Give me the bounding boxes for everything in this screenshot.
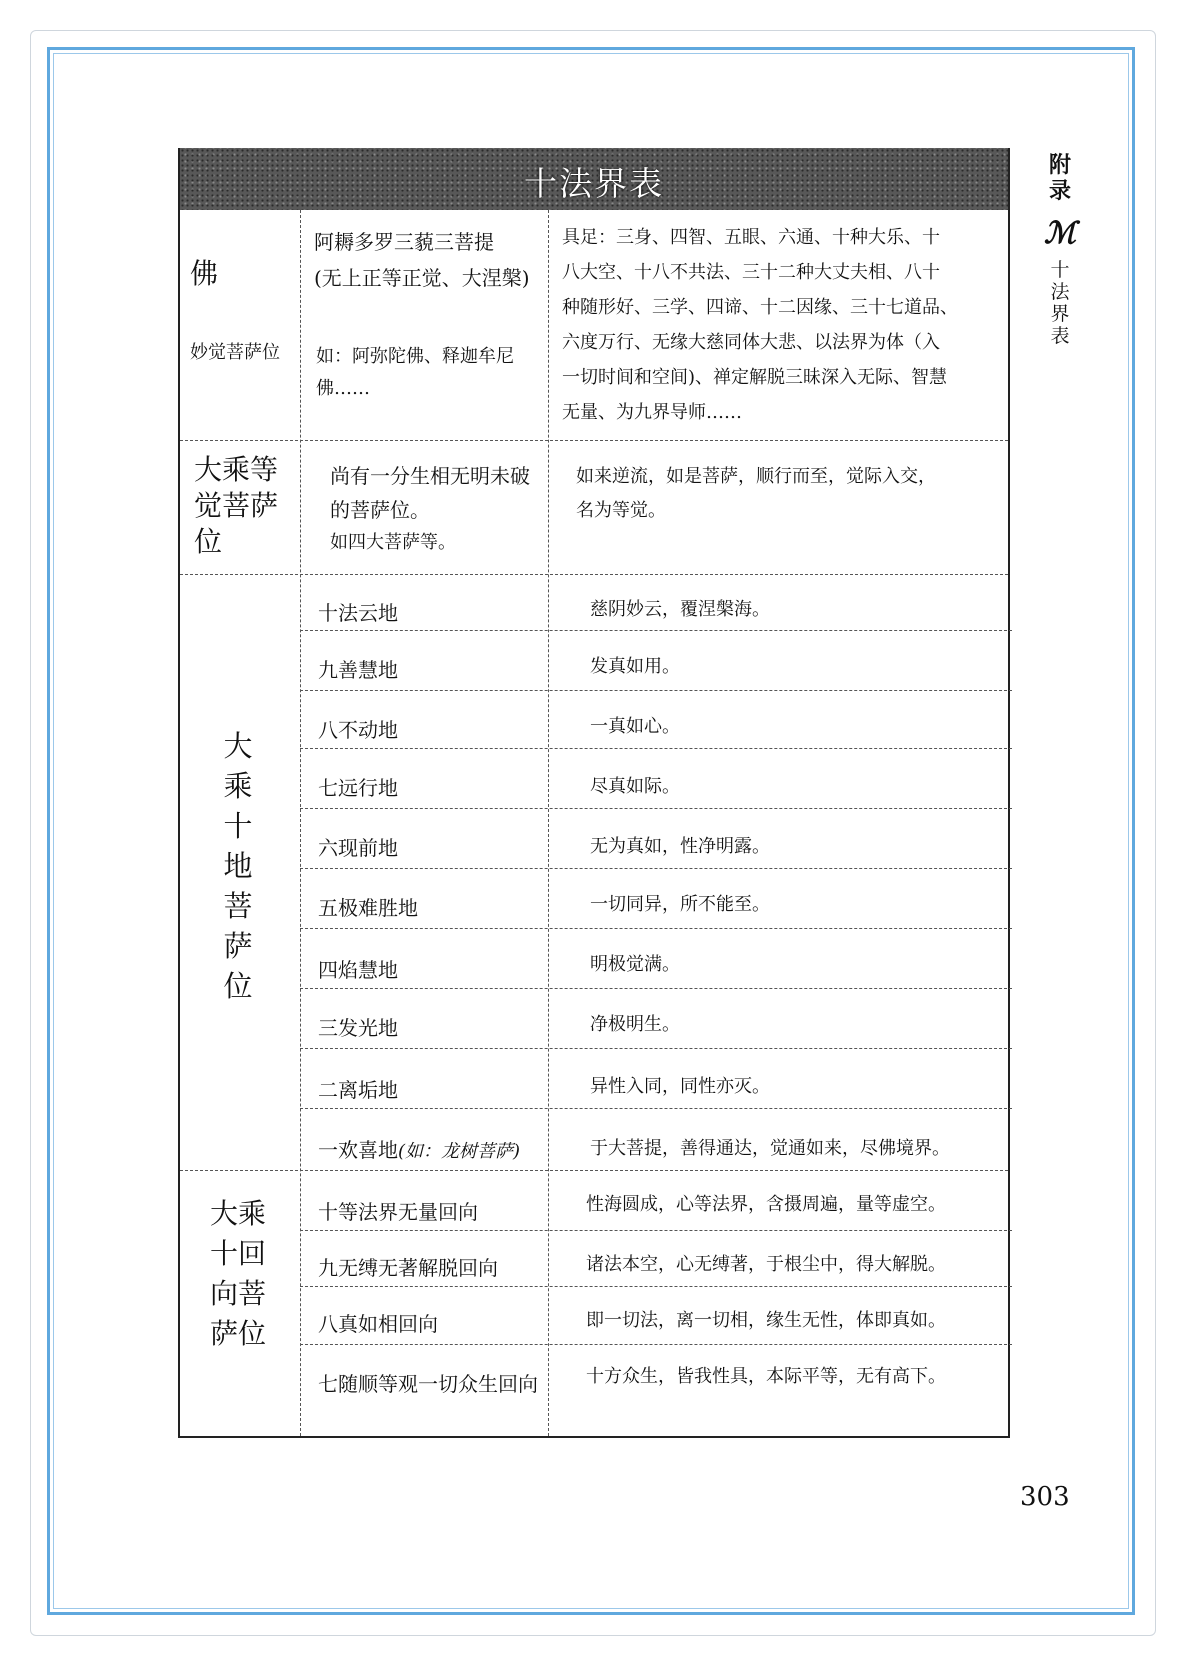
row-divider	[180, 574, 1008, 575]
row-divider	[300, 808, 1012, 809]
equal-name	[194, 452, 294, 560]
equal-name-line: 位	[194, 525, 223, 558]
desc-line: 六度万行、无缘大慈同体大悲、以法界为体（入	[562, 332, 940, 353]
ground-name: 七远行地	[318, 776, 398, 800]
ground-name: 八不动地	[318, 718, 398, 742]
label-line: 萨位	[210, 1317, 267, 1350]
ground-desc: 异性入同，同性亦灭。	[590, 1076, 770, 1097]
equal-desc-1: 如来逆流，如是菩萨，顺行而至，觉际入交，	[576, 466, 936, 487]
dedication-desc: 诸法本空，心无缚著，于根尘中，得大解脱。	[586, 1254, 946, 1275]
row-divider	[300, 630, 1012, 631]
desc-line: 一切时间和空间)、禅定解脱三昧深入无际、智慧	[562, 367, 948, 388]
row-divider	[300, 748, 1012, 749]
label-line: 十回	[210, 1237, 267, 1270]
ground-desc: 发真如用。	[590, 656, 680, 677]
ground-name-note: (如：龙树菩萨)	[398, 1141, 521, 1162]
ground-name-text: 一欢喜地	[318, 1138, 398, 1162]
desc-line: 具足：三身、四智、五眼、六通、十种大乐、十	[562, 227, 940, 248]
section-char: 法	[1050, 281, 1070, 303]
section-char: 界	[1050, 303, 1070, 325]
desc-line: 种随形好、三学、四谛、十二因缘、三十七道品、	[562, 297, 958, 318]
ground-name: 五极难胜地	[318, 896, 418, 920]
equal-desc-2: 名为等觉。	[576, 500, 666, 521]
equal-name-line: 觉菩萨	[194, 489, 279, 522]
appendix-char: 附	[1048, 152, 1071, 178]
buddha-sub: 妙觉菩萨位	[190, 342, 280, 363]
equal-example: 如四大菩萨等。	[330, 532, 456, 553]
ground-desc: 无为真如，性净明露。	[590, 836, 770, 857]
section-label	[1040, 259, 1080, 347]
label-char: 位	[223, 969, 253, 1003]
page-number: 303	[1020, 1482, 1070, 1512]
appendix-label	[1040, 152, 1080, 204]
label-char: 十	[223, 809, 253, 843]
label-char: 萨	[223, 929, 253, 963]
label-char: 地	[223, 849, 253, 883]
buddha-example-2: 佛……	[316, 378, 370, 399]
ground-desc: 一真如心。	[590, 716, 680, 737]
equal-text-2: 的菩萨位。	[330, 498, 430, 522]
buddha-name: 佛	[190, 257, 219, 290]
appendix-char: 录	[1048, 178, 1071, 204]
ground-desc: 一切同异，所不能至。	[590, 894, 770, 915]
ground-desc: 明极觉满。	[590, 954, 680, 975]
row-divider	[300, 928, 1012, 929]
label-line: 大乘	[210, 1197, 267, 1230]
row-divider	[300, 1048, 1012, 1049]
equal-text-1: 尚有一分生相无明未破	[330, 464, 530, 488]
ground-name: 四焰慧地	[318, 958, 398, 982]
dedication-desc: 十方众生，皆我性具，本际平等，无有高下。	[586, 1366, 946, 1387]
buddha-description	[562, 220, 958, 430]
dedication-name: 八真如相回向	[318, 1312, 438, 1336]
buddha-term-1: 阿耨多罗三藐三菩提	[314, 230, 494, 254]
section-char: 十	[1050, 259, 1070, 281]
ground-desc: 净极明生。	[590, 1014, 680, 1035]
side-section-label	[1040, 152, 1080, 347]
ground-name: 六现前地	[318, 836, 398, 860]
dedication-name: 七随顺等观一切众生回向	[318, 1372, 538, 1396]
dedication-desc: 性海圆成，心等法界，含摄周遍，量等虚空。	[586, 1194, 946, 1215]
ground-name: 九善慧地	[318, 658, 398, 682]
label-line: 向菩	[210, 1277, 267, 1310]
row-divider	[180, 440, 1008, 441]
buddha-term-2: (无上正等正觉、大涅槃)	[314, 266, 530, 290]
row-divider	[300, 1344, 1012, 1345]
row-divider	[300, 690, 1012, 691]
ground-name: 三发光地	[318, 1016, 398, 1040]
label-char: 大	[223, 729, 253, 763]
col-divider-2	[548, 210, 549, 1436]
dedication-desc: 即一切法，离一切相，缘生无性，体即真如。	[586, 1310, 946, 1331]
row-divider	[300, 988, 1012, 989]
ground-name: 十法云地	[318, 601, 398, 625]
buddha-example-1: 如：阿弥陀佛、释迦牟尼	[316, 346, 514, 367]
desc-line: 八大空、十八不共法、三十二种大丈夫相、八十	[562, 262, 940, 283]
dedication-name: 十等法界无量回向	[318, 1200, 478, 1224]
ground-desc: 于大菩提，善得通达，觉通如来，尽佛境界。	[590, 1138, 950, 1159]
appendix-mark-icon: ℳ	[1043, 216, 1077, 251]
desc-line: 无量、为九界导师……	[562, 402, 742, 423]
row-divider	[180, 1170, 1008, 1171]
ten-grounds-label	[218, 726, 258, 1006]
table-title: 十法界表	[524, 164, 664, 203]
ten-dedications-label	[210, 1194, 290, 1354]
ground-desc: 尽真如际。	[590, 776, 680, 797]
ten-dharma-realms-table	[178, 148, 1010, 1438]
row-divider	[300, 1108, 1012, 1109]
section-char: 表	[1050, 325, 1070, 347]
equal-name-line: 大乘等	[194, 453, 279, 486]
row-divider	[300, 1286, 1012, 1287]
ground-name: 二离垢地	[318, 1078, 398, 1102]
label-char: 乘	[223, 769, 253, 803]
ground-desc: 慈阴妙云，覆涅槃海。	[590, 599, 770, 620]
table-title-bar	[180, 148, 1008, 210]
label-char: 菩	[223, 889, 253, 923]
dedication-name: 九无缚无著解脱回向	[318, 1256, 498, 1280]
row-divider	[300, 868, 1012, 869]
row-divider	[300, 1230, 1012, 1231]
ground-name	[318, 1134, 520, 1163]
col-divider-1	[300, 210, 301, 1436]
